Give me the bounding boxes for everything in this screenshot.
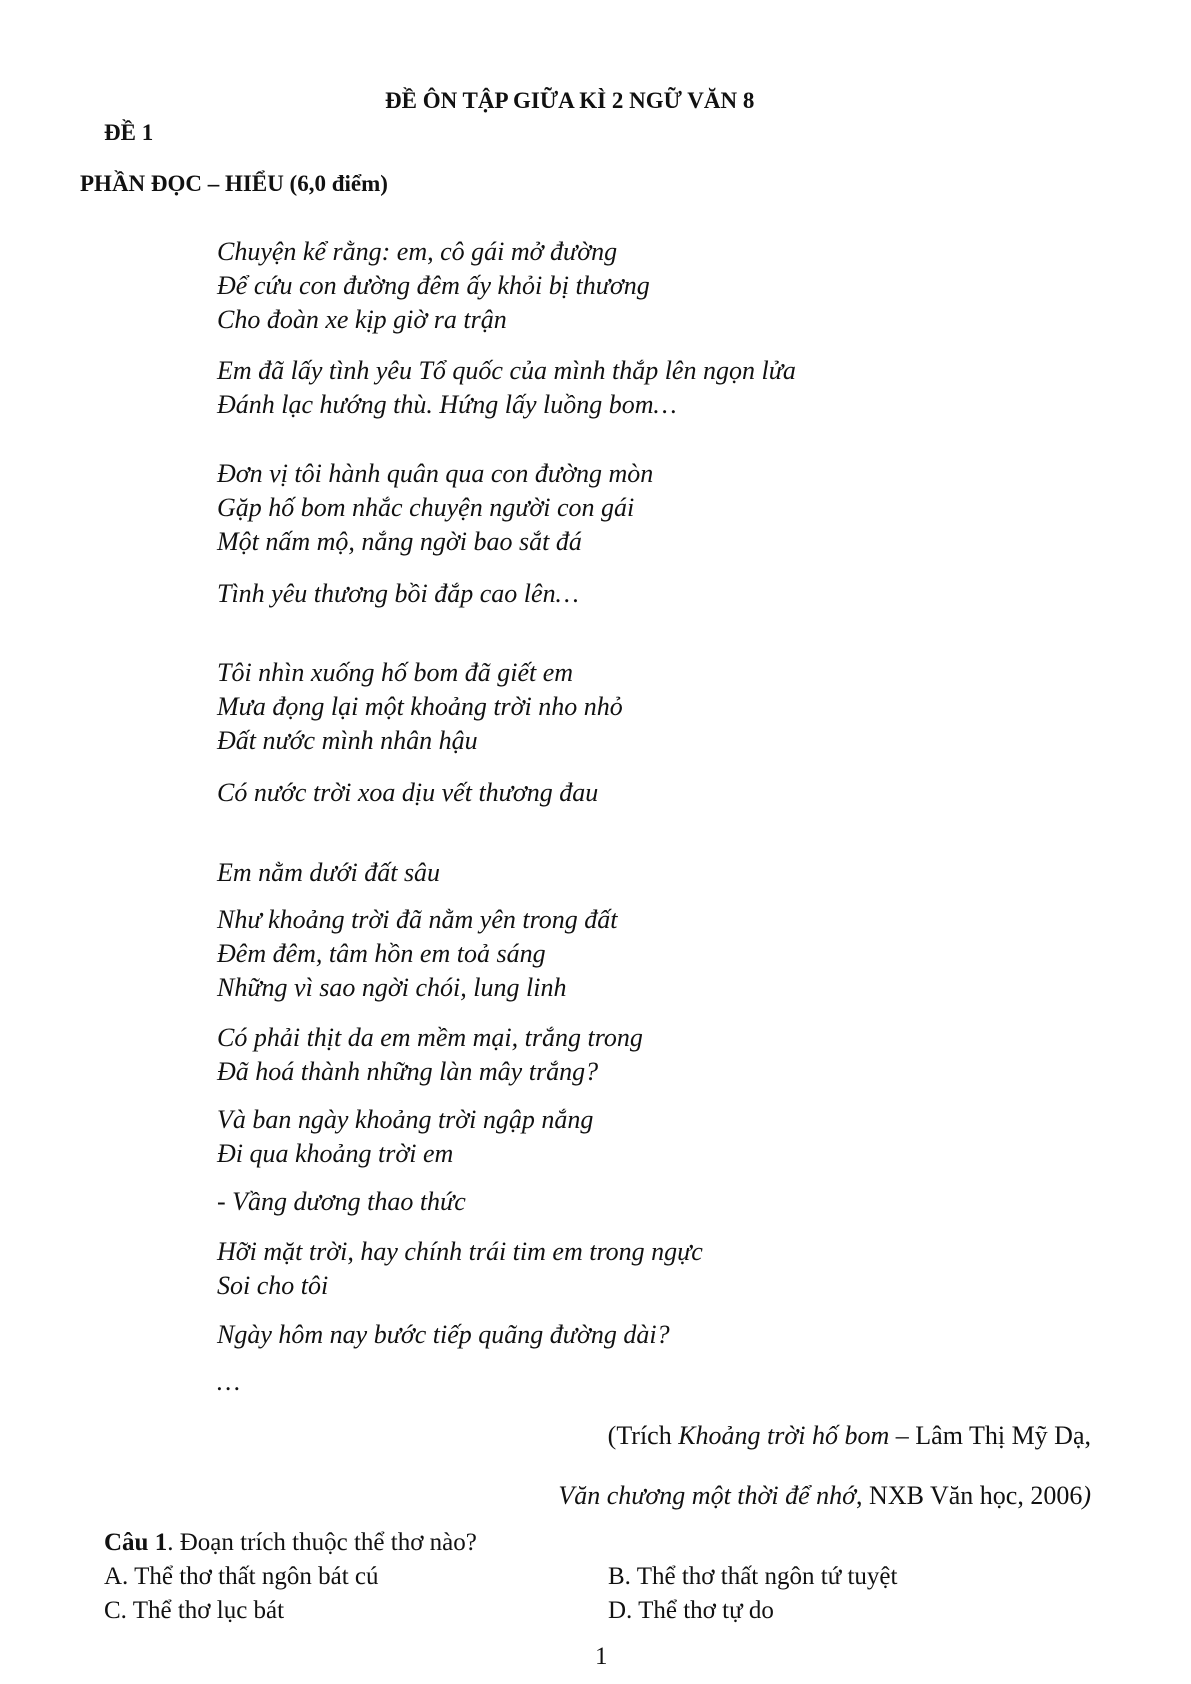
poem-line: Hỡi mặt trời, hay chính trái tim em trong ngực [217,1237,703,1266]
document-title: ĐỀ ÔN TẬP GIỮA KÌ 2 NGỮ VĂN 8 [385,88,755,113]
poem-line: Và ban ngày khoảng trời ngập nắng [217,1105,594,1134]
poem-line: Cho đoàn xe kịp giờ ra trận [217,305,507,334]
poem-line: Một nấm mộ, nắng ngời bao sắt đá [217,527,582,556]
poem-line: Những vì sao ngời chói, lung linh [217,973,567,1002]
poem-line: - Vầng dương thao thức [217,1187,466,1216]
poem-line: Soi cho tôi [217,1271,329,1300]
question-text: . Đoạn trích thuộc thể thơ nào? [167,1529,477,1556]
poem-line: Tôi nhìn xuống hố bom đã giết em [217,658,574,687]
poem-line: Em nằm dưới đất sâu [217,858,441,887]
citation-work-title: Khoảng trời hố bom [678,1421,890,1450]
poem-line: Đơn vị tôi hành quân qua con đường mòn [217,459,654,488]
citation-line-1 [608,1421,1091,1451]
citation-book-title: Văn chương một thời để nhớ [558,1481,857,1510]
poem-line: Chuyện kể rằng: em, cô gái mở đường [217,237,618,266]
poem-line: Tình yêu thương bồi đắp cao lên… [217,579,579,608]
page-number: 1 [595,1643,608,1670]
poem-line: Như khoảng trời đã nằm yên trong đất [217,905,618,934]
poem-line: Có nước trời xoa dịu vết thương đau [217,778,599,807]
citation-line-2 [558,1481,1091,1511]
poem-line: … [217,1367,241,1396]
citation-publisher: , NXB Văn học, 2006 [856,1481,1083,1510]
answer-option-d: D. Thể thơ tự do [608,1597,774,1624]
exam-label: ĐỀ 1 [104,120,154,145]
citation-author: – Lâm Thị Mỹ Dạ, [889,1421,1091,1450]
poem-line: Đi qua khoảng trời em [217,1139,454,1168]
poem-line: Đêm đêm, tâm hồn em toả sáng [217,939,546,968]
poem-line: Ngày hôm nay bước tiếp quãng đường dài? [217,1320,670,1349]
citation-prefix: (Trích [607,1421,679,1450]
poem-line: Đất nước mình nhân hậu [217,726,478,755]
poem-line: Gặp hố bom nhắc chuyện người con gái [217,493,635,522]
question-label: Câu 1 [104,1529,168,1556]
section-heading: PHẦN ĐỌC – HIỂU (6,0 điểm) [80,171,388,196]
answer-option-c: C. Thể thơ lục bát [104,1597,285,1624]
answer-option-b: B. Thể thơ thất ngôn tứ tuyệt [608,1563,898,1590]
citation-close: ) [1082,1481,1091,1510]
poem-line: Đã hoá thành những làn mây trắng? [217,1057,599,1086]
poem-line: Mưa đọng lại một khoảng trời nho nhỏ [217,692,623,721]
poem-line: Để cứu con đường đêm ấy khỏi bị thương [217,271,650,300]
poem-line: Em đã lấy tình yêu Tổ quốc của mình thắp lên ngọn lửa [217,356,796,385]
answer-option-a: A. Thể thơ thất ngôn bát cú [104,1563,379,1590]
question-1 [104,1529,477,1557]
poem-line: Đánh lạc hướng thù. Hứng lấy luồng bom… [217,390,677,419]
poem-line: Có phải thịt da em mềm mại, trắng trong [217,1023,643,1052]
